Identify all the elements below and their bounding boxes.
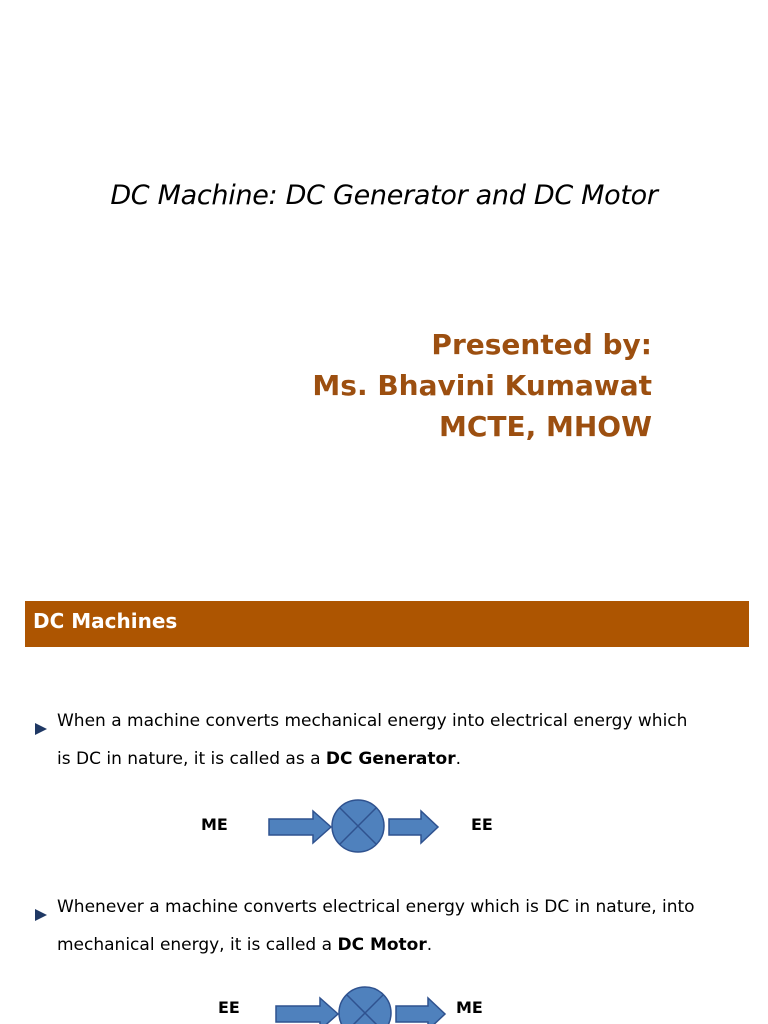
- diagram-output-label: ME: [456, 998, 483, 1017]
- bullet-line-1: When a machine converts mechanical energy into electrical energy which: [57, 711, 688, 731]
- presenter-institution: MCTE, MHOW: [438, 410, 652, 443]
- section-header-bar: [25, 601, 749, 647]
- presenter-name: Ms. Bhavini Kumawat: [312, 369, 652, 402]
- presenter-block: [312, 324, 652, 447]
- bullet-suffix: .: [455, 749, 461, 769]
- bullet-line-2: is DC in nature, it is called as a: [57, 749, 326, 769]
- output-arrow-icon: [396, 998, 445, 1024]
- bullet-arrow-icon: [35, 723, 47, 735]
- bullet-line-1: Whenever a machine converts electrical energy which is DC in nature, into: [57, 897, 695, 917]
- slide-title: DC Machine: DC Generator and DC Motor: [110, 180, 658, 211]
- output-arrow-icon: [389, 811, 438, 843]
- input-arrow-icon: [269, 811, 331, 843]
- diagram-input-label: ME: [201, 815, 228, 834]
- term-dc-motor: DC Motor: [337, 935, 427, 955]
- diagram-output-label: EE: [471, 815, 493, 834]
- energy-conversion-diagram: [265, 797, 445, 857]
- bullet-suffix: .: [426, 935, 433, 955]
- diagram-generator: [0, 795, 768, 859]
- diagram-input-label: EE: [218, 998, 240, 1017]
- term-dc-generator: DC Generator: [325, 749, 456, 769]
- bullet-line-2: mechanical energy, it is called a: [57, 935, 338, 955]
- input-arrow-icon: [276, 998, 338, 1024]
- section-title: DC Machines: [33, 609, 178, 633]
- bullet-text: [57, 888, 707, 964]
- bullet-text: [57, 702, 707, 778]
- energy-conversion-diagram: [272, 984, 452, 1024]
- machine-circle-icon: [339, 987, 391, 1024]
- bullet-arrow-icon: [35, 909, 47, 921]
- machine-circle-icon: [332, 800, 384, 852]
- presenter-heading: Presented by:: [431, 328, 652, 361]
- diagram-motor: [0, 982, 768, 1024]
